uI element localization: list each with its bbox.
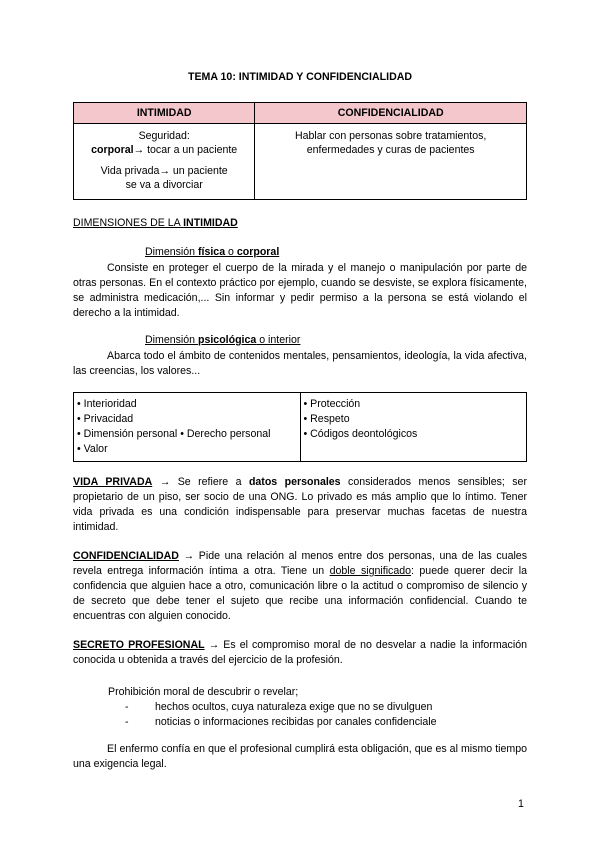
vida-privada-text: considerados menos sensibles; ser propietario de un piso, ser socio de una ONG. Lo privado es más amplio que lo íntimo. Tener vida privada es una condición indispensable para preservar muchas facetas de nuestra intimidad. — [73, 476, 527, 533]
dash: - — [125, 716, 129, 728]
vida-privada-arrow: → Se refiere a — [152, 476, 249, 488]
confidencialidad-paragraph — [73, 549, 527, 624]
seguridad-label: Seguridad: — [138, 130, 190, 142]
corporal-bold: corporal — [91, 144, 134, 156]
psicologica-pre: Dimensión — [145, 334, 198, 346]
dimension-psicologica-text — [73, 349, 527, 379]
fisica-mid: o — [225, 246, 237, 258]
list-item — [125, 715, 436, 730]
aspectos-right-cell — [300, 393, 527, 462]
secreto-text: → Es el compromiso moral de no desvelar a nadie la información conocida u obtenida a través del ejercicio de la profesión. — [73, 639, 527, 666]
list-item: • Respeto — [303, 413, 350, 425]
psicologica-text: Abarca todo el ámbito de contenidos mentales, pensamientos, ideología, la vida afectiva, las creencias, los valores... — [73, 350, 527, 377]
dash: - — [125, 701, 129, 713]
secreto-term: SECRETO PROFESIONAL — [73, 639, 205, 651]
intimidad-confidencialidad-table — [73, 102, 527, 200]
page-number: 1 — [518, 798, 524, 810]
final-text: El enfermo confía en que el profesional cumplirá esta obligación, que es al mismo tiempo una exigencia legal. — [73, 743, 527, 770]
final-paragraph — [73, 742, 527, 772]
aspectos-left-cell — [74, 393, 301, 462]
page-title: TEMA 10: INTIMIDAD Y CONFIDENCIALIDAD — [187, 71, 413, 83]
vida-privada-line: Vida privada→ un paciente se va a divorciar — [100, 165, 228, 191]
list-item-text: noticias o informaciones recibidas por canales confidenciale — [155, 716, 437, 728]
list-item: • Valor — [77, 443, 108, 455]
dimension-fisica-heading — [145, 245, 279, 260]
vida-privada-paragraph — [73, 475, 527, 535]
confidencialidad-cell-text: Hablar con personas sobre tratamientos, enfermedades y curas de pacientes — [294, 130, 487, 156]
fisica-bold2: corporal — [236, 246, 280, 258]
dimensiones-heading — [73, 216, 238, 231]
list-item — [125, 700, 432, 715]
fisica-text: Consiste en proteger el cuerpo de la mirada y el manejo o manipulación por parte de otras personas. En el contexto práctico por ejemplo, cuando se desviste, se explora físicamente, se administra medicación,... Sin informar y pedir permiso a la persona se está violando el derecho a la intimidad. — [73, 262, 527, 319]
list-item: • Códigos deontológicos — [303, 428, 418, 440]
list-item-text: hechos ocultos, cuya naturaleza exige que no se divulguen — [155, 701, 433, 713]
confidencialidad-term: CONFIDENCIALIDAD — [73, 550, 179, 562]
header-intimidad: INTIMIDAD — [74, 103, 255, 124]
cell-confidencialidad — [255, 124, 527, 200]
psicologica-bold: psicológica — [198, 334, 257, 346]
confidencialidad-text2: : puede querer decir la confidencia que alguien hace a otro, comunicación libre o la actitud o compromiso de silencio y de secreto que debe tener el sujeto que recibe una información confidencial. Cuando te encuentras con alguien conocido. — [73, 565, 527, 622]
aspectos-table — [73, 392, 527, 462]
header-confidencialidad: CONFIDENCIALIDAD — [255, 103, 527, 124]
datos-personales-bold: datos personales — [248, 476, 341, 488]
cell-intimidad — [74, 124, 255, 200]
fisica-pre: Dimensión — [145, 246, 198, 258]
secreto-paragraph — [73, 638, 527, 668]
prohibicion-line: Prohibición moral de descubrir o revelar; — [108, 686, 299, 698]
list-item: • Protección — [303, 398, 361, 410]
dimensiones-heading-pre: DIMENSIONES DE LA — [73, 217, 184, 229]
list-item: • Dimensión personal • Derecho personal — [77, 428, 271, 440]
doble-significado: doble significado — [329, 565, 412, 577]
corporal-line — [80, 143, 248, 157]
fisica-bold1: física — [198, 246, 226, 258]
vida-privada-term: VIDA PRIVADA — [73, 476, 153, 488]
dimension-fisica-text — [73, 261, 527, 321]
corporal-rest: → tocar a un paciente — [133, 144, 238, 156]
psicologica-post: o interior — [256, 334, 301, 346]
confidencialidad-text1: → Pide una relación al menos entre dos personas, una de las cuales revela entrega información íntima a otra. Tiene un — [73, 550, 527, 577]
list-item: • Interioridad — [77, 398, 137, 410]
dimension-psicologica-heading — [145, 333, 300, 348]
list-item: • Privacidad — [77, 413, 134, 425]
dimensiones-heading-bold: INTIMIDAD — [183, 217, 238, 229]
